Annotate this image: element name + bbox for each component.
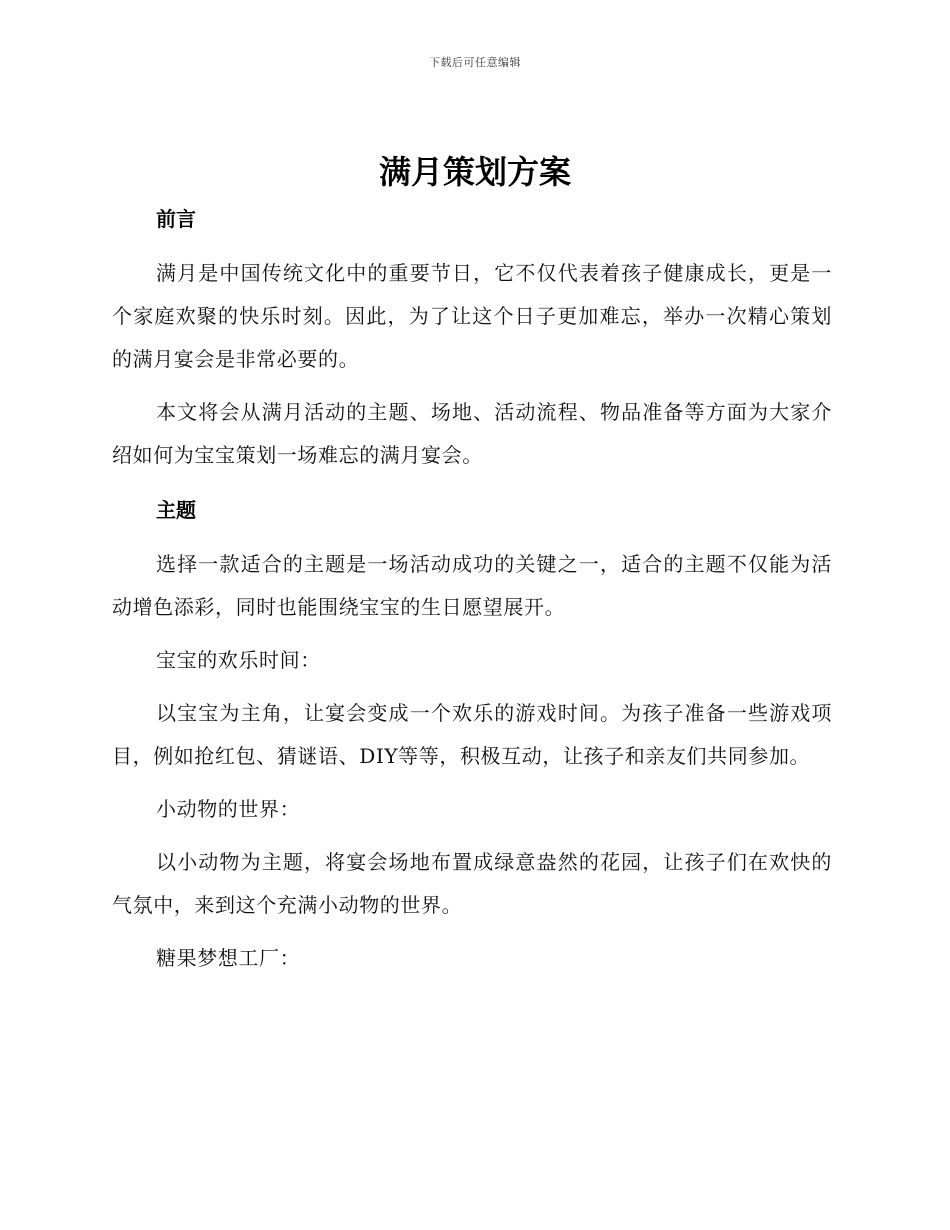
document-body [112,196,832,990]
section-heading-preface: 前言 [156,207,196,231]
theme-item-text-2: 以小动物为主题，将宴会场地布置成绿意盎然的花园，让孩子们在欢快的气氛中，来到这个充满小动物的世界。 [112,850,832,917]
theme-intro-paragraph: 选择一款适合的主题是一场活动成功的关键之一，适合的主题不仅能为活动增色添彩，同时也能围绕宝宝的生日愿望展开。 [112,552,832,619]
preface-paragraph-2: 本文将会从满月活动的主题、场地、活动流程、物品准备等方面为大家介绍如何为宝宝策划一场难忘的满月宴会。 [112,400,832,467]
preface-paragraph-1: 满月是中国传统文化中的重要节日，它不仅代表着孩子健康成长，更是一个家庭欢聚的快乐时刻。因此，为了让这个日子更加难忘，举办一次精心策划的满月宴会是非常必要的。 [112,261,832,371]
document-title: 满月策划方案 [378,153,571,191]
theme-item-text-1: 以宝宝为主角，让宴会变成一个欢乐的游戏时间。为孩子准备一些游戏项目，例如抢红包、猜谜语、DIY等等，积极互动，让孩子和亲友们共同参加。 [112,701,832,768]
header-note: 下载后可任意编辑 [429,56,521,69]
section-heading-theme: 主题 [156,498,196,522]
theme-item-label-1: 宝宝的欢乐时间： [156,648,321,672]
theme-item-label-2: 小动物的世界： [156,797,301,821]
theme-item-label-3: 糖果梦想工厂： [156,946,301,970]
